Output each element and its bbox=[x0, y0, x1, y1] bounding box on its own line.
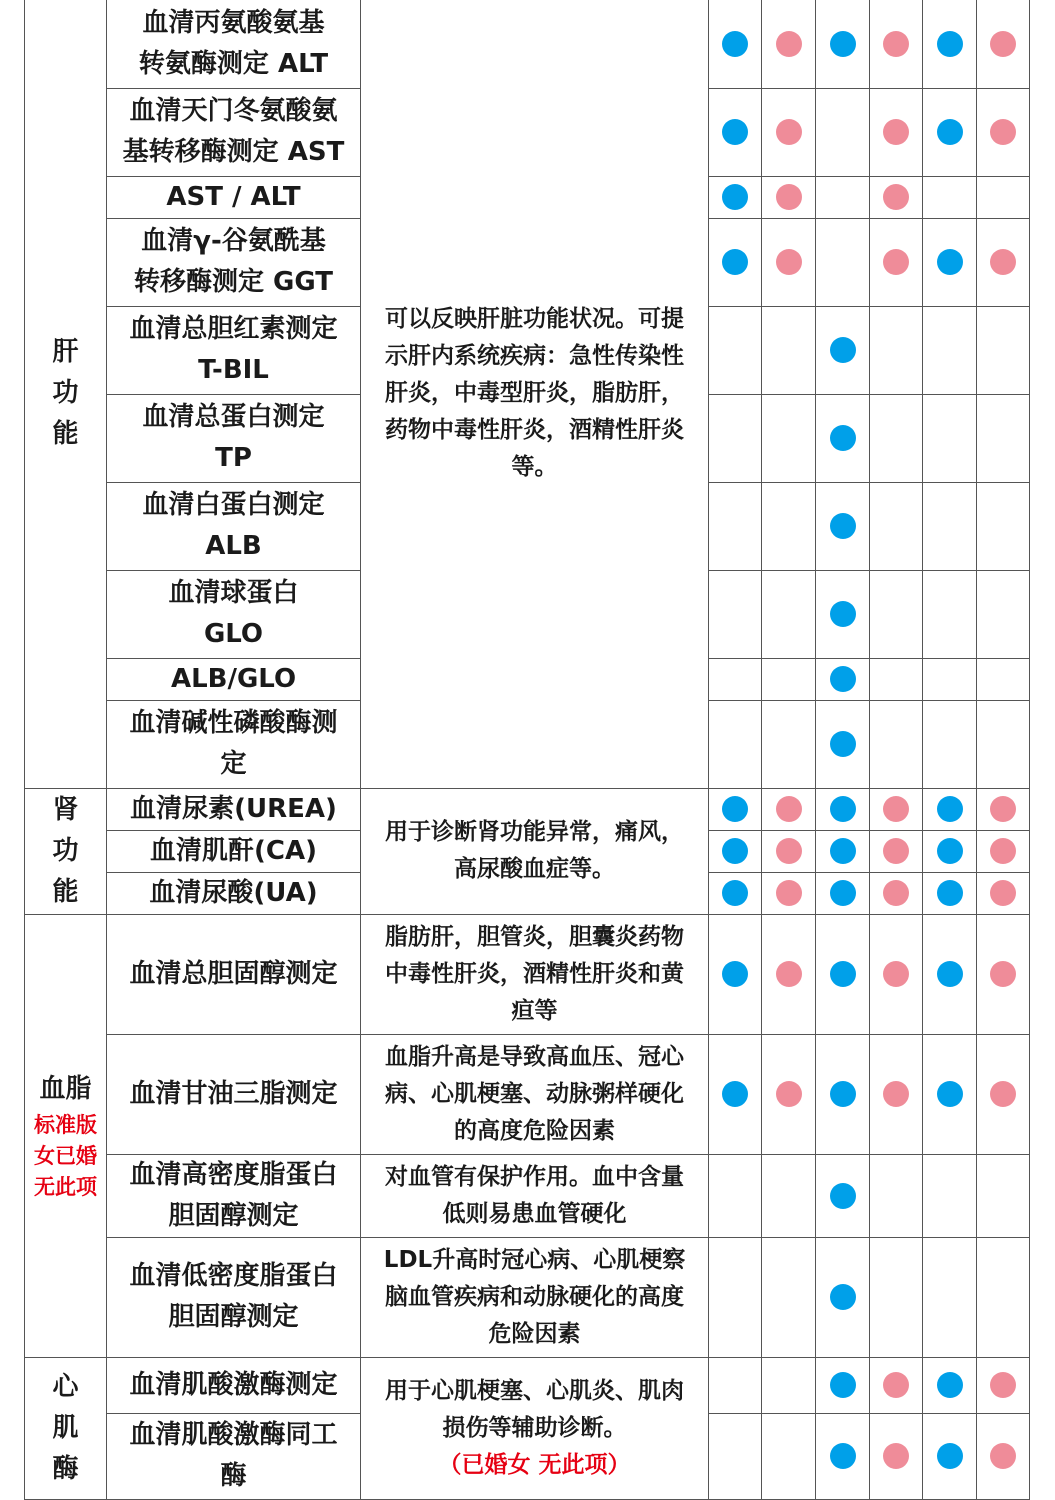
test-item-name bbox=[107, 176, 361, 218]
description-line: 的高度危险因素 bbox=[454, 1117, 615, 1144]
description-line: 高尿酸血症等。 bbox=[454, 856, 615, 882]
marker-cell bbox=[816, 700, 870, 788]
blue-dot-icon bbox=[722, 961, 748, 987]
test-item-name bbox=[107, 788, 361, 830]
blue-dot-icon bbox=[830, 961, 856, 987]
marker-cell bbox=[816, 788, 870, 830]
marker-cell bbox=[816, 658, 870, 700]
marker-cell bbox=[977, 306, 1030, 394]
marker-cell bbox=[762, 482, 816, 570]
category-label bbox=[25, 914, 107, 1357]
description-line: 用于心肌梗塞、心肌炎、肌肉 bbox=[385, 1377, 684, 1404]
marker-cell bbox=[762, 1034, 816, 1154]
pink-dot-icon bbox=[776, 1081, 802, 1107]
pink-dot-icon bbox=[990, 1081, 1016, 1107]
marker-cell bbox=[870, 914, 923, 1034]
test-item-line: 血清γ-谷氨酰基 bbox=[141, 226, 326, 256]
pink-dot-icon bbox=[883, 31, 909, 57]
marker-cell bbox=[923, 914, 977, 1034]
marker-cell bbox=[709, 0, 762, 88]
test-item-line: GLO bbox=[203, 619, 264, 649]
marker-cell bbox=[977, 176, 1030, 218]
marker-cell bbox=[709, 1357, 762, 1413]
pink-dot-icon bbox=[883, 1443, 909, 1469]
description-line: 血脂升高是导致高血压、冠心 bbox=[385, 1043, 684, 1070]
description-line: 可以反映肝脏功能状况。可提 bbox=[385, 306, 684, 333]
pink-dot-icon bbox=[990, 119, 1016, 145]
test-item-line: 定 bbox=[220, 749, 247, 779]
description-line: 对血管有保护作用。血中含量 bbox=[385, 1163, 684, 1190]
test-item-line: 转移酶测定 GGT bbox=[133, 267, 333, 297]
lipid-row bbox=[25, 914, 1030, 1034]
pink-dot-icon bbox=[883, 880, 909, 906]
marker-cell bbox=[816, 176, 870, 218]
pink-dot-icon bbox=[990, 880, 1016, 906]
marker-cell bbox=[762, 872, 816, 914]
test-item-name bbox=[107, 658, 361, 700]
test-item-line: 血清丙氨酸氨基 bbox=[142, 7, 325, 38]
marker-cell bbox=[762, 1413, 816, 1499]
description-line: 药物中毒性肝炎，酒精性肝炎 bbox=[385, 417, 684, 444]
pink-dot-icon bbox=[990, 961, 1016, 987]
description-line: 损伤等辅助诊断。 bbox=[442, 1414, 627, 1441]
marker-cell bbox=[923, 1154, 977, 1237]
marker-cell bbox=[923, 1034, 977, 1154]
marker-cell bbox=[977, 830, 1030, 872]
test-item-line: 血清总胆固醇测定 bbox=[129, 958, 338, 989]
blue-dot-icon bbox=[830, 838, 856, 864]
blue-dot-icon bbox=[830, 31, 856, 57]
marker-cell bbox=[762, 0, 816, 88]
description bbox=[361, 0, 709, 788]
marker-cell bbox=[709, 830, 762, 872]
marker-cell bbox=[923, 788, 977, 830]
test-item-line: 血清低密度脂蛋白 bbox=[129, 1261, 338, 1291]
test-item-line: 基转移酶测定 AST bbox=[122, 137, 345, 167]
description-line: 肝炎，中毒型肝炎，脂肪肝， bbox=[385, 380, 684, 407]
marker-cell bbox=[923, 218, 977, 306]
marker-cell bbox=[816, 570, 870, 658]
pink-dot-icon bbox=[883, 838, 909, 864]
marker-cell bbox=[870, 658, 923, 700]
marker-cell bbox=[709, 788, 762, 830]
blue-dot-icon bbox=[937, 838, 963, 864]
marker-cell bbox=[816, 1154, 870, 1237]
marker-cell bbox=[870, 1154, 923, 1237]
description-line: 等。 bbox=[511, 454, 558, 481]
marker-cell bbox=[870, 482, 923, 570]
description-line: 脂肪肝，胆管炎，胆囊炎药物 bbox=[385, 923, 684, 950]
category-label bbox=[25, 0, 107, 788]
marker-cell bbox=[709, 872, 762, 914]
description-line: 中毒性肝炎，酒精性肝炎和黄 bbox=[385, 960, 684, 987]
exam-table-wrapper bbox=[24, 0, 1030, 1500]
test-item-line: 血清白蛋白测定 bbox=[142, 490, 325, 520]
marker-cell bbox=[923, 872, 977, 914]
test-item-name bbox=[107, 700, 361, 788]
kidney-row bbox=[25, 788, 1030, 830]
pink-dot-icon bbox=[776, 31, 802, 57]
description-line: 用于诊断肾功能异常，痛风， bbox=[385, 819, 684, 845]
test-item-line: 转氨酶测定 ALT bbox=[138, 48, 329, 79]
liver-row bbox=[25, 0, 1030, 88]
marker-cell bbox=[762, 788, 816, 830]
blue-dot-icon bbox=[830, 666, 856, 692]
blue-dot-icon bbox=[830, 601, 856, 627]
blue-dot-icon bbox=[937, 249, 963, 275]
test-item-line: 血清碱性磷酸酶测 bbox=[129, 708, 338, 738]
exam-table bbox=[24, 0, 1030, 1500]
marker-cell bbox=[977, 788, 1030, 830]
marker-cell bbox=[923, 658, 977, 700]
marker-cell bbox=[923, 482, 977, 570]
marker-cell bbox=[870, 394, 923, 482]
marker-cell bbox=[762, 914, 816, 1034]
marker-cell bbox=[816, 306, 870, 394]
exam-table-body bbox=[25, 0, 1030, 1499]
pink-dot-icon bbox=[883, 796, 909, 822]
test-item-line: 血清总蛋白测定 bbox=[142, 402, 325, 432]
blue-dot-icon bbox=[722, 249, 748, 275]
marker-cell bbox=[762, 658, 816, 700]
blue-dot-icon bbox=[937, 1372, 963, 1398]
marker-cell bbox=[977, 1034, 1030, 1154]
test-item-line: AST / ALT bbox=[166, 181, 301, 212]
blue-dot-icon bbox=[722, 119, 748, 145]
test-item-line: 酶 bbox=[220, 1461, 247, 1491]
marker-cell bbox=[709, 394, 762, 482]
pink-dot-icon bbox=[990, 1372, 1016, 1398]
test-item-name bbox=[107, 0, 361, 88]
blue-dot-icon bbox=[830, 880, 856, 906]
test-item-line: 血清总胆红素测定 bbox=[129, 314, 338, 344]
blue-dot-icon bbox=[937, 31, 963, 57]
marker-cell bbox=[870, 830, 923, 872]
blue-dot-icon bbox=[937, 796, 963, 822]
marker-cell bbox=[709, 176, 762, 218]
marker-cell bbox=[762, 88, 816, 176]
marker-cell bbox=[870, 872, 923, 914]
marker-cell bbox=[709, 914, 762, 1034]
blue-dot-icon bbox=[830, 1284, 856, 1310]
description-line: 低则易患血管硬化 bbox=[442, 1200, 627, 1227]
marker-cell bbox=[923, 1357, 977, 1413]
test-item-name bbox=[107, 914, 361, 1034]
category-note: 标准版 bbox=[34, 1112, 97, 1137]
marker-cell bbox=[977, 1237, 1030, 1357]
marker-cell bbox=[709, 1034, 762, 1154]
marker-cell bbox=[709, 88, 762, 176]
pink-dot-icon bbox=[883, 1081, 909, 1107]
marker-cell bbox=[923, 306, 977, 394]
marker-cell bbox=[923, 830, 977, 872]
category-note: 无此项 bbox=[34, 1174, 97, 1199]
marker-cell bbox=[923, 176, 977, 218]
marker-cell bbox=[816, 394, 870, 482]
test-item-name bbox=[107, 306, 361, 394]
marker-cell bbox=[762, 218, 816, 306]
description bbox=[361, 1237, 709, 1357]
test-item-line: 胆固醇测定 bbox=[168, 1200, 299, 1231]
description-line: 脑血管疾病和动脉硬化的高度 bbox=[385, 1283, 684, 1310]
test-item-line: ALB/GLO bbox=[170, 663, 297, 694]
marker-cell bbox=[762, 830, 816, 872]
marker-cell bbox=[870, 700, 923, 788]
blue-dot-icon bbox=[722, 31, 748, 57]
marker-cell bbox=[870, 570, 923, 658]
marker-cell bbox=[923, 570, 977, 658]
test-item-line: 血清肌酸激酶测定 bbox=[129, 1369, 338, 1400]
blue-dot-icon bbox=[937, 880, 963, 906]
marker-cell bbox=[709, 482, 762, 570]
test-item-line: 血清甘油三脂测定 bbox=[129, 1078, 338, 1109]
marker-cell bbox=[816, 0, 870, 88]
marker-cell bbox=[977, 700, 1030, 788]
test-item-name bbox=[107, 218, 361, 306]
marker-cell bbox=[977, 394, 1030, 482]
pink-dot-icon bbox=[883, 961, 909, 987]
marker-cell bbox=[709, 218, 762, 306]
marker-cell bbox=[923, 0, 977, 88]
blue-dot-icon bbox=[830, 337, 856, 363]
test-item-line: 血清天门冬氨酸氨 bbox=[129, 96, 338, 126]
marker-cell bbox=[816, 1413, 870, 1499]
blue-dot-icon bbox=[722, 880, 748, 906]
test-item-name bbox=[107, 1154, 361, 1237]
description-line: 疸等 bbox=[511, 997, 558, 1024]
marker-cell bbox=[977, 88, 1030, 176]
category-label bbox=[25, 1357, 107, 1499]
test-item-name bbox=[107, 1237, 361, 1357]
blue-dot-icon bbox=[937, 1081, 963, 1107]
description bbox=[361, 1154, 709, 1237]
description bbox=[361, 914, 709, 1034]
category-text: 肝功能 bbox=[52, 337, 79, 450]
marker-cell bbox=[762, 1357, 816, 1413]
marker-cell bbox=[709, 306, 762, 394]
test-item-line: TP bbox=[215, 443, 252, 473]
marker-cell bbox=[709, 1237, 762, 1357]
marker-cell bbox=[977, 482, 1030, 570]
marker-cell bbox=[816, 1237, 870, 1357]
marker-cell bbox=[709, 700, 762, 788]
marker-cell bbox=[977, 1413, 1030, 1499]
marker-cell bbox=[870, 176, 923, 218]
category-text: 心肌酶 bbox=[52, 1371, 79, 1484]
test-item-line: 血清尿酸(UA) bbox=[149, 877, 318, 908]
marker-cell bbox=[816, 88, 870, 176]
pink-dot-icon bbox=[990, 796, 1016, 822]
marker-cell bbox=[923, 1413, 977, 1499]
marker-cell bbox=[870, 788, 923, 830]
pink-dot-icon bbox=[776, 880, 802, 906]
blue-dot-icon bbox=[722, 838, 748, 864]
blue-dot-icon bbox=[830, 1443, 856, 1469]
blue-dot-icon bbox=[830, 1372, 856, 1398]
pink-dot-icon bbox=[990, 838, 1016, 864]
marker-cell bbox=[977, 1357, 1030, 1413]
test-item-name bbox=[107, 872, 361, 914]
marker-cell bbox=[816, 830, 870, 872]
marker-cell bbox=[923, 700, 977, 788]
test-item-line: 血清球蛋白 bbox=[168, 578, 299, 608]
test-item-name bbox=[107, 1357, 361, 1413]
lipid-row bbox=[25, 1237, 1030, 1357]
test-item-name bbox=[107, 482, 361, 570]
test-item-name bbox=[107, 1034, 361, 1154]
marker-cell bbox=[977, 658, 1030, 700]
test-item-line: 血清尿素(UREA) bbox=[130, 793, 337, 824]
blue-dot-icon bbox=[722, 1081, 748, 1107]
marker-cell bbox=[816, 914, 870, 1034]
description bbox=[361, 1357, 709, 1499]
blue-dot-icon bbox=[830, 731, 856, 757]
marker-cell bbox=[977, 570, 1030, 658]
description bbox=[361, 1034, 709, 1154]
test-item-name bbox=[107, 1413, 361, 1499]
blue-dot-icon bbox=[937, 1443, 963, 1469]
test-item-line: T-BIL bbox=[198, 355, 269, 385]
marker-cell bbox=[870, 88, 923, 176]
category-text: 肾功能 bbox=[52, 794, 79, 907]
test-item-line: 胆固醇测定 bbox=[168, 1302, 299, 1332]
description-line: 病、心肌梗塞、动脉粥样硬化 bbox=[385, 1080, 684, 1107]
marker-cell bbox=[870, 1034, 923, 1154]
blue-dot-icon bbox=[937, 119, 963, 145]
test-item-name bbox=[107, 394, 361, 482]
marker-cell bbox=[816, 1357, 870, 1413]
pink-dot-icon bbox=[883, 184, 909, 210]
marker-cell bbox=[709, 658, 762, 700]
marker-cell bbox=[762, 1154, 816, 1237]
marker-cell bbox=[870, 306, 923, 394]
marker-cell bbox=[870, 1413, 923, 1499]
marker-cell bbox=[762, 570, 816, 658]
marker-cell bbox=[762, 176, 816, 218]
marker-cell bbox=[762, 700, 816, 788]
marker-cell bbox=[762, 1237, 816, 1357]
blue-dot-icon bbox=[937, 961, 963, 987]
blue-dot-icon bbox=[722, 184, 748, 210]
pink-dot-icon bbox=[990, 249, 1016, 275]
marker-cell bbox=[816, 482, 870, 570]
blue-dot-icon bbox=[830, 1081, 856, 1107]
marker-cell bbox=[923, 1237, 977, 1357]
marker-cell bbox=[709, 1413, 762, 1499]
marker-cell bbox=[977, 1154, 1030, 1237]
marker-cell bbox=[816, 1034, 870, 1154]
marker-cell bbox=[923, 394, 977, 482]
marker-cell bbox=[977, 872, 1030, 914]
marker-cell bbox=[816, 872, 870, 914]
marker-cell bbox=[762, 306, 816, 394]
marker-cell bbox=[870, 218, 923, 306]
test-item-line: 血清肌酸激酶同工 bbox=[129, 1420, 338, 1450]
marker-cell bbox=[923, 88, 977, 176]
pink-dot-icon bbox=[776, 249, 802, 275]
category-note: 女已婚 bbox=[34, 1143, 97, 1168]
blue-dot-icon bbox=[722, 796, 748, 822]
pink-dot-icon bbox=[990, 1443, 1016, 1469]
test-item-name bbox=[107, 88, 361, 176]
marker-cell bbox=[816, 218, 870, 306]
category-label bbox=[25, 788, 107, 914]
lipid-row bbox=[25, 1034, 1030, 1154]
pink-dot-icon bbox=[883, 119, 909, 145]
marker-cell bbox=[977, 218, 1030, 306]
test-item-name bbox=[107, 570, 361, 658]
blue-dot-icon bbox=[830, 425, 856, 451]
category-text: 血脂 bbox=[39, 1073, 92, 1104]
cardiac-row bbox=[25, 1357, 1030, 1413]
pink-dot-icon bbox=[776, 838, 802, 864]
test-item-line: 血清肌酐(CA) bbox=[150, 835, 317, 866]
marker-cell bbox=[709, 570, 762, 658]
marker-cell bbox=[870, 0, 923, 88]
test-item-line: ALB bbox=[205, 531, 262, 561]
pink-dot-icon bbox=[883, 1372, 909, 1398]
marker-cell bbox=[870, 1357, 923, 1413]
pink-dot-icon bbox=[776, 961, 802, 987]
description bbox=[361, 788, 709, 914]
description-note: （已婚女 无此项） bbox=[438, 1451, 631, 1478]
marker-cell bbox=[977, 0, 1030, 88]
marker-cell bbox=[977, 914, 1030, 1034]
marker-cell bbox=[870, 1237, 923, 1357]
description-line: LDL升高时冠心病、心肌梗察 bbox=[383, 1246, 686, 1273]
description-line: 示肝内系统疾病：急性传染性 bbox=[385, 343, 684, 370]
description-line: 危险因素 bbox=[488, 1320, 581, 1347]
marker-cell bbox=[762, 394, 816, 482]
pink-dot-icon bbox=[776, 119, 802, 145]
blue-dot-icon bbox=[830, 1183, 856, 1209]
test-item-line: 血清高密度脂蛋白 bbox=[129, 1159, 338, 1190]
pink-dot-icon bbox=[776, 796, 802, 822]
pink-dot-icon bbox=[990, 31, 1016, 57]
blue-dot-icon bbox=[830, 796, 856, 822]
marker-cell bbox=[709, 1154, 762, 1237]
blue-dot-icon bbox=[830, 513, 856, 539]
test-item-name bbox=[107, 830, 361, 872]
lipid-row bbox=[25, 1154, 1030, 1237]
pink-dot-icon bbox=[883, 249, 909, 275]
pink-dot-icon bbox=[776, 184, 802, 210]
